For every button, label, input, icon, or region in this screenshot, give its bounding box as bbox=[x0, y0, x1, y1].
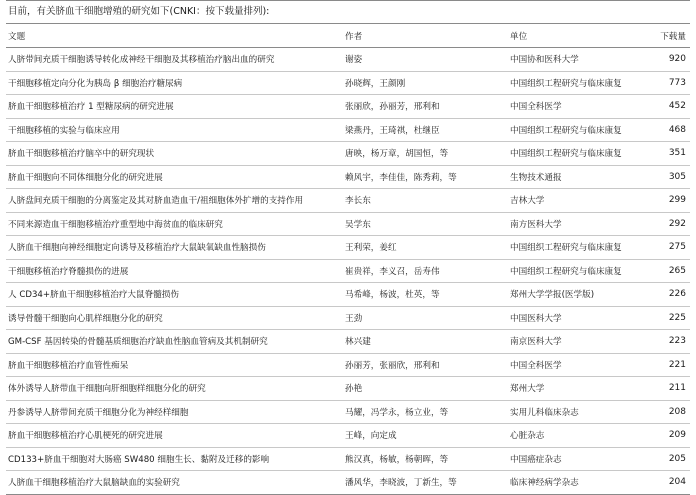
table-row bbox=[6, 212, 690, 236]
cell-unit: 吉林大学 bbox=[508, 189, 646, 213]
cell-title: 脐血干细胞向不同体细胞分化的研究进展 bbox=[6, 165, 343, 189]
cell-author: 林兴建 bbox=[343, 330, 508, 354]
cell-author: 马耀，冯学永，杨立业，等 bbox=[343, 400, 508, 424]
cell-unit: 生物技术通报 bbox=[508, 165, 646, 189]
cell-author: 崔贵祥，李义召，岳寿伟 bbox=[343, 259, 508, 283]
cell-unit: 中国全科医学 bbox=[508, 353, 646, 377]
cell-title: 不同来源造血干细胞移植治疗重型地中海贫血的临床研究 bbox=[6, 212, 343, 236]
header-title: 文题 bbox=[6, 24, 343, 48]
header-author: 作者 bbox=[343, 24, 508, 48]
cell-author: 孙丽芳，张丽欣，邢利和 bbox=[343, 353, 508, 377]
table-row bbox=[6, 400, 690, 424]
cell-unit: 中国协和医科大学 bbox=[508, 48, 646, 72]
cell-downloads: 468 bbox=[646, 118, 690, 142]
cell-downloads: 209 bbox=[646, 424, 690, 448]
cell-title: 人脐带间充质干细胞诱导转化成神经干细胞及其移植治疗脑出血的研究 bbox=[6, 48, 343, 72]
cell-downloads: 292 bbox=[646, 212, 690, 236]
table-row bbox=[6, 142, 690, 166]
table-row bbox=[6, 447, 690, 471]
cell-unit: 中国组织工程研究与临床康复 bbox=[508, 236, 646, 260]
cell-title: 脐血干细胞移植治疗心肌梗死的研究进展 bbox=[6, 424, 343, 448]
header-unit: 单位 bbox=[508, 24, 646, 48]
cell-downloads: 452 bbox=[646, 95, 690, 119]
cell-unit: 中国组织工程研究与临床康复 bbox=[508, 259, 646, 283]
table-row bbox=[6, 353, 690, 377]
cell-downloads: 204 bbox=[646, 471, 690, 495]
cell-downloads: 208 bbox=[646, 400, 690, 424]
cell-title: 体外诱导人脐带血干细胞向肝细胞样细胞分化的研究 bbox=[6, 377, 343, 401]
table-row bbox=[6, 330, 690, 354]
cell-unit: 中国医科大学 bbox=[508, 306, 646, 330]
cell-title: GM-CSF 基因转染的骨髓基质细胞治疗缺血性脑血管病及其机制研究 bbox=[6, 330, 343, 354]
cell-downloads: 299 bbox=[646, 189, 690, 213]
table-caption: 目前，有关脐血干细胞增殖的研究如下(CNKI：按下载量排列): bbox=[6, 0, 690, 24]
table-row bbox=[6, 48, 690, 72]
cell-author: 吴学东 bbox=[343, 212, 508, 236]
cell-title: CD133+脐血干细胞对大肠癌 SW480 细胞生长、黏附及迁移的影响 bbox=[6, 447, 343, 471]
cell-unit: 实用儿科临床杂志 bbox=[508, 400, 646, 424]
cell-author: 熊汉真，杨敏，杨朝晖，等 bbox=[343, 447, 508, 471]
cell-title: 干细胞移植治疗脊髓损伤的进展 bbox=[6, 259, 343, 283]
cell-title: 人脐血干细胞向神经细胞定向诱导及移植治疗大鼠缺氧缺血性脑损伤 bbox=[6, 236, 343, 260]
table-row bbox=[6, 118, 690, 142]
cell-title: 脐血干细胞移植治疗 1 型糖尿病的研究进展 bbox=[6, 95, 343, 119]
cell-unit: 南京医科大学 bbox=[508, 330, 646, 354]
cell-unit: 临床神经病学杂志 bbox=[508, 471, 646, 495]
cell-title: 人脐血干细胞移植治疗大鼠脑缺血的实验研究 bbox=[6, 471, 343, 495]
cell-unit: 中国组织工程研究与临床康复 bbox=[508, 142, 646, 166]
cell-author: 孙艳 bbox=[343, 377, 508, 401]
cell-downloads: 225 bbox=[646, 306, 690, 330]
table-row bbox=[6, 283, 690, 307]
cell-unit: 郑州大学学报(医学版) bbox=[508, 283, 646, 307]
cell-author: 李长东 bbox=[343, 189, 508, 213]
research-table bbox=[6, 24, 690, 495]
cell-downloads: 920 bbox=[646, 48, 690, 72]
table-header-row bbox=[6, 24, 690, 48]
table-row bbox=[6, 424, 690, 448]
cell-downloads: 226 bbox=[646, 283, 690, 307]
table-row bbox=[6, 236, 690, 260]
table-row bbox=[6, 189, 690, 213]
cell-downloads: 351 bbox=[646, 142, 690, 166]
table-row bbox=[6, 71, 690, 95]
table-row bbox=[6, 95, 690, 119]
cell-unit: 南方医科大学 bbox=[508, 212, 646, 236]
cell-author: 梁燕丹，王琦祺，杜继臣 bbox=[343, 118, 508, 142]
cell-author: 孙晓辉，王颜刚 bbox=[343, 71, 508, 95]
table-row bbox=[6, 306, 690, 330]
table-body bbox=[6, 48, 690, 495]
header-downloads: 下载量 bbox=[646, 24, 690, 48]
table-row bbox=[6, 377, 690, 401]
cell-downloads: 305 bbox=[646, 165, 690, 189]
cell-downloads: 223 bbox=[646, 330, 690, 354]
cell-unit: 郑州大学 bbox=[508, 377, 646, 401]
table-row bbox=[6, 165, 690, 189]
cell-unit: 中国癌症杂志 bbox=[508, 447, 646, 471]
cell-unit: 心脏杂志 bbox=[508, 424, 646, 448]
cell-author: 赖风宇，李佳佳，陈秀莉，等 bbox=[343, 165, 508, 189]
cell-title: 干细胞移植的实验与临床应用 bbox=[6, 118, 343, 142]
cell-title: 人 CD34+脐血干细胞移植治疗大鼠脊髓损伤 bbox=[6, 283, 343, 307]
cell-downloads: 211 bbox=[646, 377, 690, 401]
cell-downloads: 265 bbox=[646, 259, 690, 283]
cell-author: 潘风华，李晓波，丁新生，等 bbox=[343, 471, 508, 495]
cell-unit: 中国组织工程研究与临床康复 bbox=[508, 71, 646, 95]
cell-title: 干细胞移植定向分化为胰岛 β 细胞治疗糖尿病 bbox=[6, 71, 343, 95]
table-row bbox=[6, 471, 690, 495]
cell-title: 诱导骨髓干细胞向心肌样细胞分化的研究 bbox=[6, 306, 343, 330]
cell-title: 人脐盘间充质干细胞的分离鉴定及其对脐血造血干/祖细胞体外扩增的支持作用 bbox=[6, 189, 343, 213]
cell-downloads: 773 bbox=[646, 71, 690, 95]
cell-author: 谢姿 bbox=[343, 48, 508, 72]
cell-title: 丹参诱导人脐带间充质干细胞分化为神经样细胞 bbox=[6, 400, 343, 424]
cell-unit: 中国全科医学 bbox=[508, 95, 646, 119]
cell-author: 唐映，杨万章，胡国恒，等 bbox=[343, 142, 508, 166]
cell-author: 王峰，向定成 bbox=[343, 424, 508, 448]
table-row bbox=[6, 259, 690, 283]
cell-title: 脐血干细胞移植治疗脑卒中的研究现状 bbox=[6, 142, 343, 166]
cell-unit: 中国组织工程研究与临床康复 bbox=[508, 118, 646, 142]
cell-author: 马希峰，杨波，杜英，等 bbox=[343, 283, 508, 307]
cell-author: 张丽欣，孙丽芳，邢利和 bbox=[343, 95, 508, 119]
cell-downloads: 275 bbox=[646, 236, 690, 260]
cell-downloads: 221 bbox=[646, 353, 690, 377]
cell-title: 脐血干细胞移植治疗血管性痴呆 bbox=[6, 353, 343, 377]
cell-author: 王劲 bbox=[343, 306, 508, 330]
cell-author: 王利荣，姜红 bbox=[343, 236, 508, 260]
cell-downloads: 205 bbox=[646, 447, 690, 471]
